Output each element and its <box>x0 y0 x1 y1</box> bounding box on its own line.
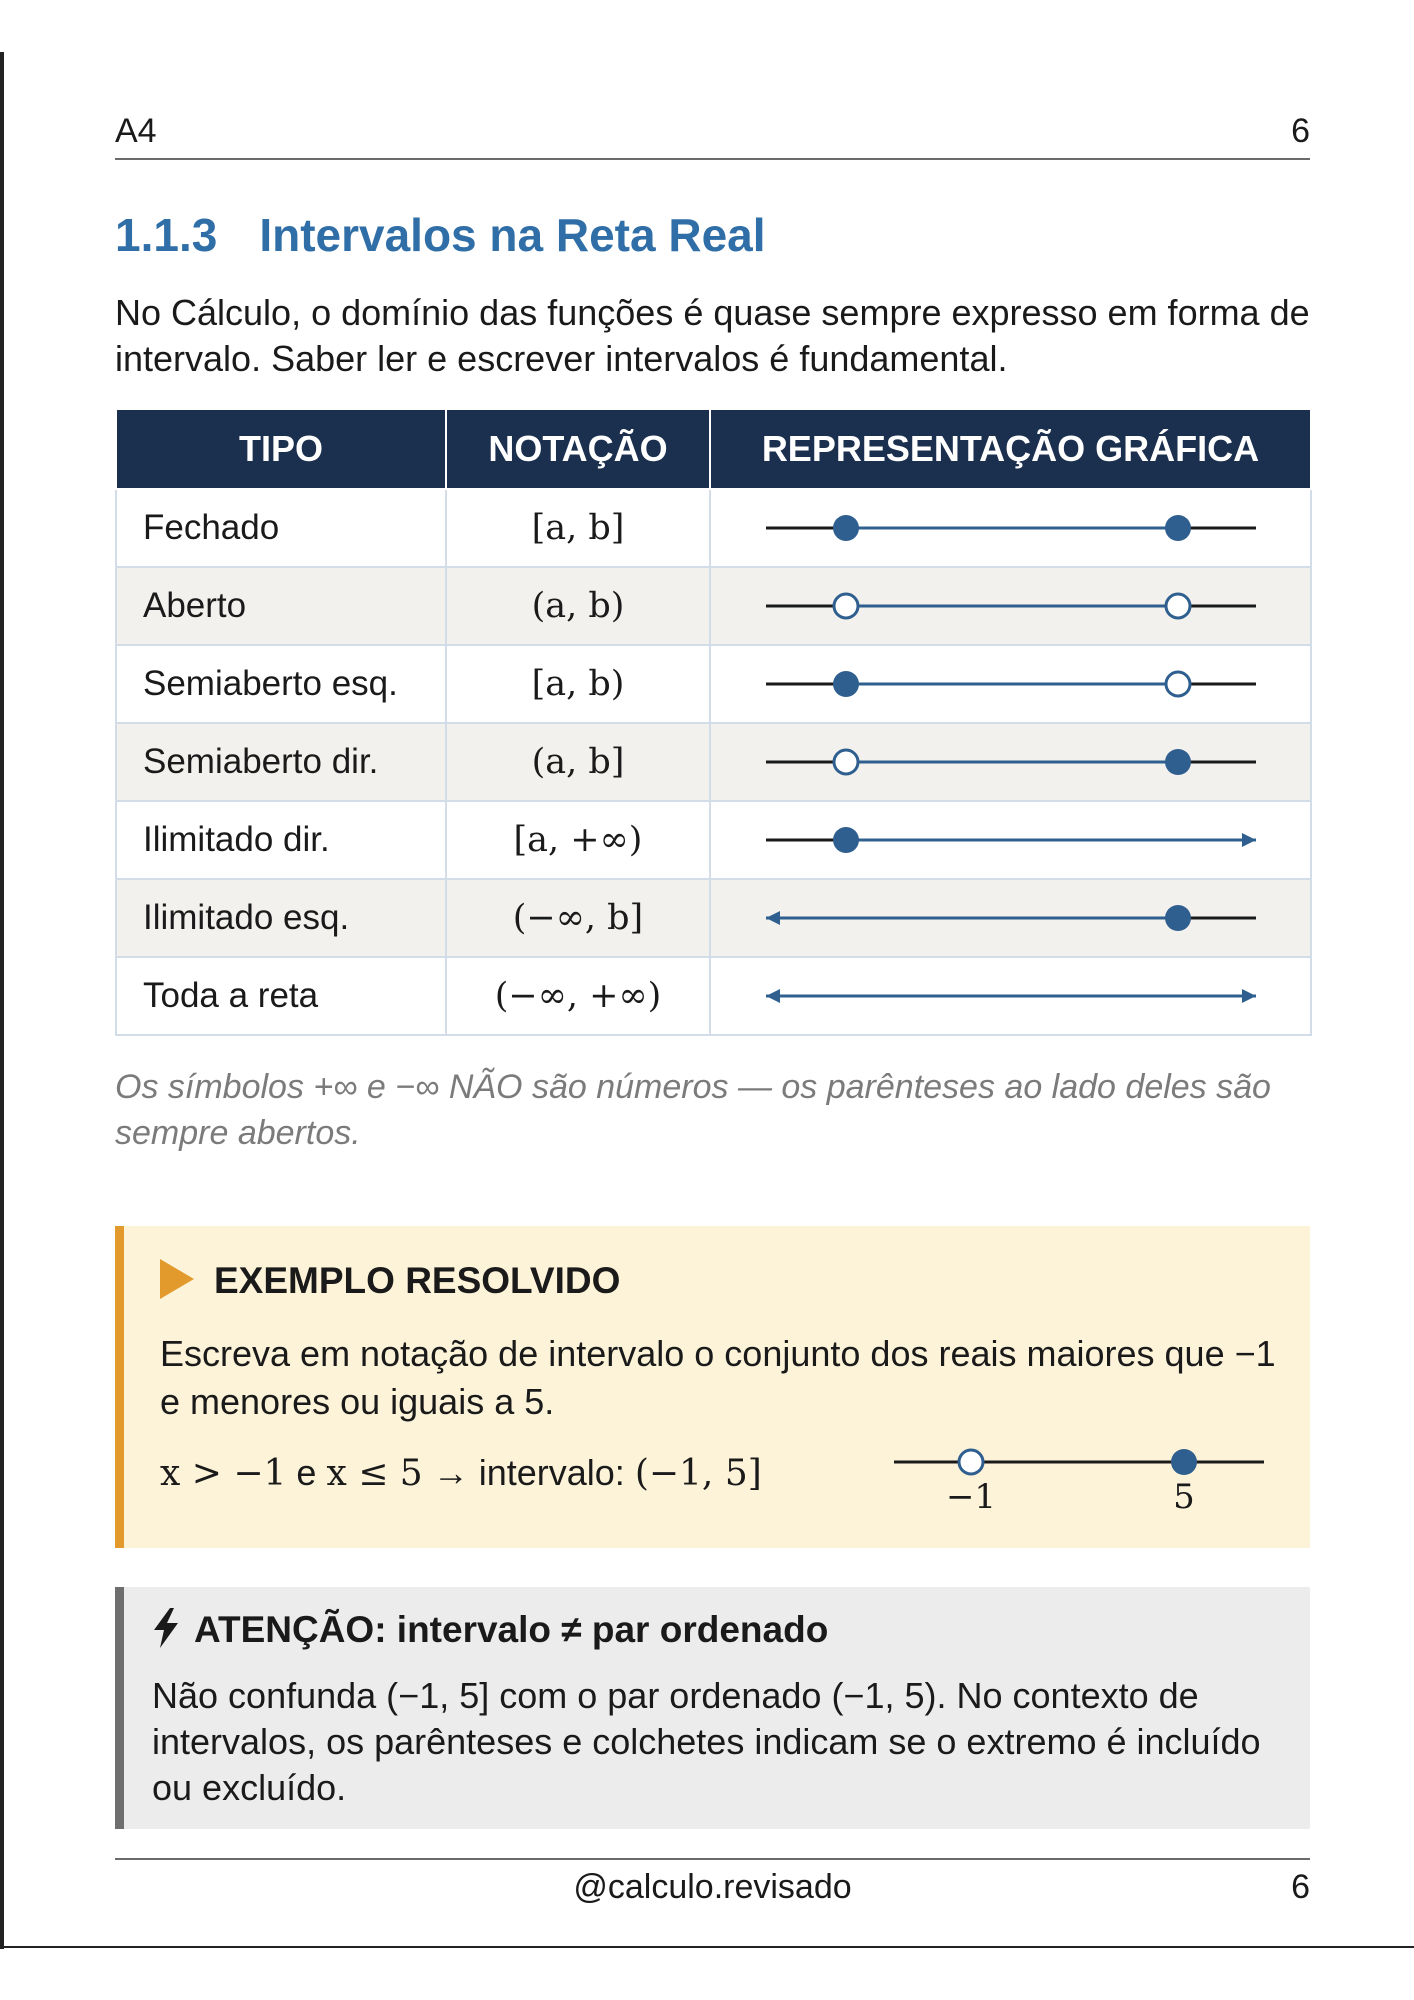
number-line-graphic <box>711 881 1308 955</box>
cell-tipo: Aberto <box>116 567 446 645</box>
column-header-notacao: NOTAÇÃO <box>446 409 710 489</box>
cell-tipo: Semiaberto esq. <box>116 645 446 723</box>
play-icon <box>160 1259 194 1299</box>
number-line-right-arrow <box>1242 833 1256 847</box>
left-open-endpoint <box>834 594 858 618</box>
cell-graphic <box>710 645 1311 723</box>
number-line-graphic <box>711 959 1308 1033</box>
attention-title-text: ATENÇÃO: intervalo ≠ par ordenado <box>194 1609 829 1650</box>
number-line-graphic <box>711 725 1308 799</box>
page-header <box>115 108 1310 160</box>
cell-graphic <box>710 801 1311 879</box>
right-open-endpoint <box>1166 672 1190 696</box>
section-title <box>115 208 766 262</box>
table-row <box>116 879 1311 957</box>
formula-and: e <box>286 1452 327 1493</box>
cell-graphic <box>710 879 1311 957</box>
example-left-endpoint <box>959 1450 983 1474</box>
right-closed-endpoint <box>1165 515 1191 541</box>
formula-arrow: → intervalo: <box>422 1452 635 1493</box>
footnote: Os símbolos +∞ e −∞ NÃO são números — os parênteses ao lado deles são sempre abertos. <box>115 1068 1271 1152</box>
section-number: 1.1.3 <box>115 209 218 261</box>
cell-tipo: Toda a reta <box>116 957 446 1035</box>
example-right-endpoint <box>1171 1449 1197 1475</box>
cell-tipo: Ilimitado dir. <box>116 801 446 879</box>
intervals-table <box>115 408 1312 1036</box>
number-line-graphic <box>711 569 1308 643</box>
column-header-representacao: REPRESENTAÇÃO GRÁFICA <box>710 409 1311 489</box>
number-line-graphic <box>711 491 1308 565</box>
left-closed-endpoint <box>833 671 859 697</box>
footer-page-number: 6 <box>1291 1868 1310 1906</box>
example-right-label: 5 <box>1173 1477 1195 1517</box>
left-closed-endpoint <box>833 827 859 853</box>
table-row <box>116 489 1311 567</box>
footer-rule <box>115 1858 1310 1860</box>
left-open-endpoint <box>834 750 858 774</box>
footer-handle: @calculo.revisado <box>573 1868 852 1906</box>
cell-tipo: Ilimitado esq. <box>116 879 446 957</box>
cell-notacao: [a, +∞) <box>446 801 710 879</box>
attention-title <box>152 1609 828 1652</box>
table-row <box>116 957 1311 1035</box>
number-line-graphic <box>711 647 1308 721</box>
example-title-text: EXEMPLO RESOLVIDO <box>214 1260 621 1301</box>
header-page-number: 6 <box>1291 112 1310 150</box>
attention-box <box>115 1587 1310 1829</box>
formula-inequality-1: x > −1 <box>160 1453 287 1494</box>
header-paper-size: A4 <box>115 112 157 150</box>
table-row <box>116 645 1311 723</box>
number-line-left-arrow <box>766 911 780 925</box>
section-title-text: Intervalos na Reta Real <box>259 209 766 261</box>
number-line-graphic <box>711 803 1308 877</box>
formula-result: (−1, 5] <box>634 1453 762 1494</box>
cell-graphic <box>710 957 1311 1035</box>
number-line-left-arrow <box>766 989 780 1003</box>
example-number-line <box>894 1442 1274 1542</box>
cell-graphic <box>710 567 1311 645</box>
formula-inequality-2: x ≤ 5 <box>326 1453 423 1494</box>
cell-notacao: [a, b) <box>446 645 710 723</box>
right-open-endpoint <box>1166 594 1190 618</box>
intro-paragraph: No Cálculo, o domínio das funções é quase sempre expresso em forma de intervalo. Saber ler e escrever intervalos é fundamental. <box>115 292 1310 379</box>
page-edge-bottom <box>0 1946 1414 1948</box>
table-row <box>116 567 1311 645</box>
cell-graphic <box>710 723 1311 801</box>
attention-text: Não confunda (−1, 5] com o par ordenado (−1, 5). No contexto de intervalos, os parênteses e colchetes indicam se o extremo é incluído ou excluído. <box>152 1675 1261 1808</box>
example-box <box>115 1226 1310 1548</box>
cell-notacao: (−∞, +∞) <box>446 957 710 1035</box>
cell-notacao: [a, b] <box>446 489 710 567</box>
example-title <box>160 1260 620 1303</box>
cell-tipo: Fechado <box>116 489 446 567</box>
lightning-icon <box>152 1608 180 1648</box>
column-header-tipo: TIPO <box>116 409 446 489</box>
example-left-label: −1 <box>945 1477 997 1517</box>
right-closed-endpoint <box>1165 749 1191 775</box>
right-closed-endpoint <box>1165 905 1191 931</box>
example-text: Escreva em notação de intervalo o conjunto dos reais maiores que −1 e menores ou iguais a 5. <box>160 1333 1276 1422</box>
cell-notacao: (−∞, b] <box>446 879 710 957</box>
example-formula <box>160 1452 762 1494</box>
left-closed-endpoint <box>833 515 859 541</box>
table-row <box>116 723 1311 801</box>
cell-notacao: (a, b) <box>446 567 710 645</box>
cell-tipo: Semiaberto dir. <box>116 723 446 801</box>
page-edge-left <box>0 52 4 1949</box>
table-row <box>116 801 1311 879</box>
table-header-row <box>116 409 1311 489</box>
cell-graphic <box>710 489 1311 567</box>
number-line-right-arrow <box>1242 989 1256 1003</box>
cell-notacao: (a, b] <box>446 723 710 801</box>
